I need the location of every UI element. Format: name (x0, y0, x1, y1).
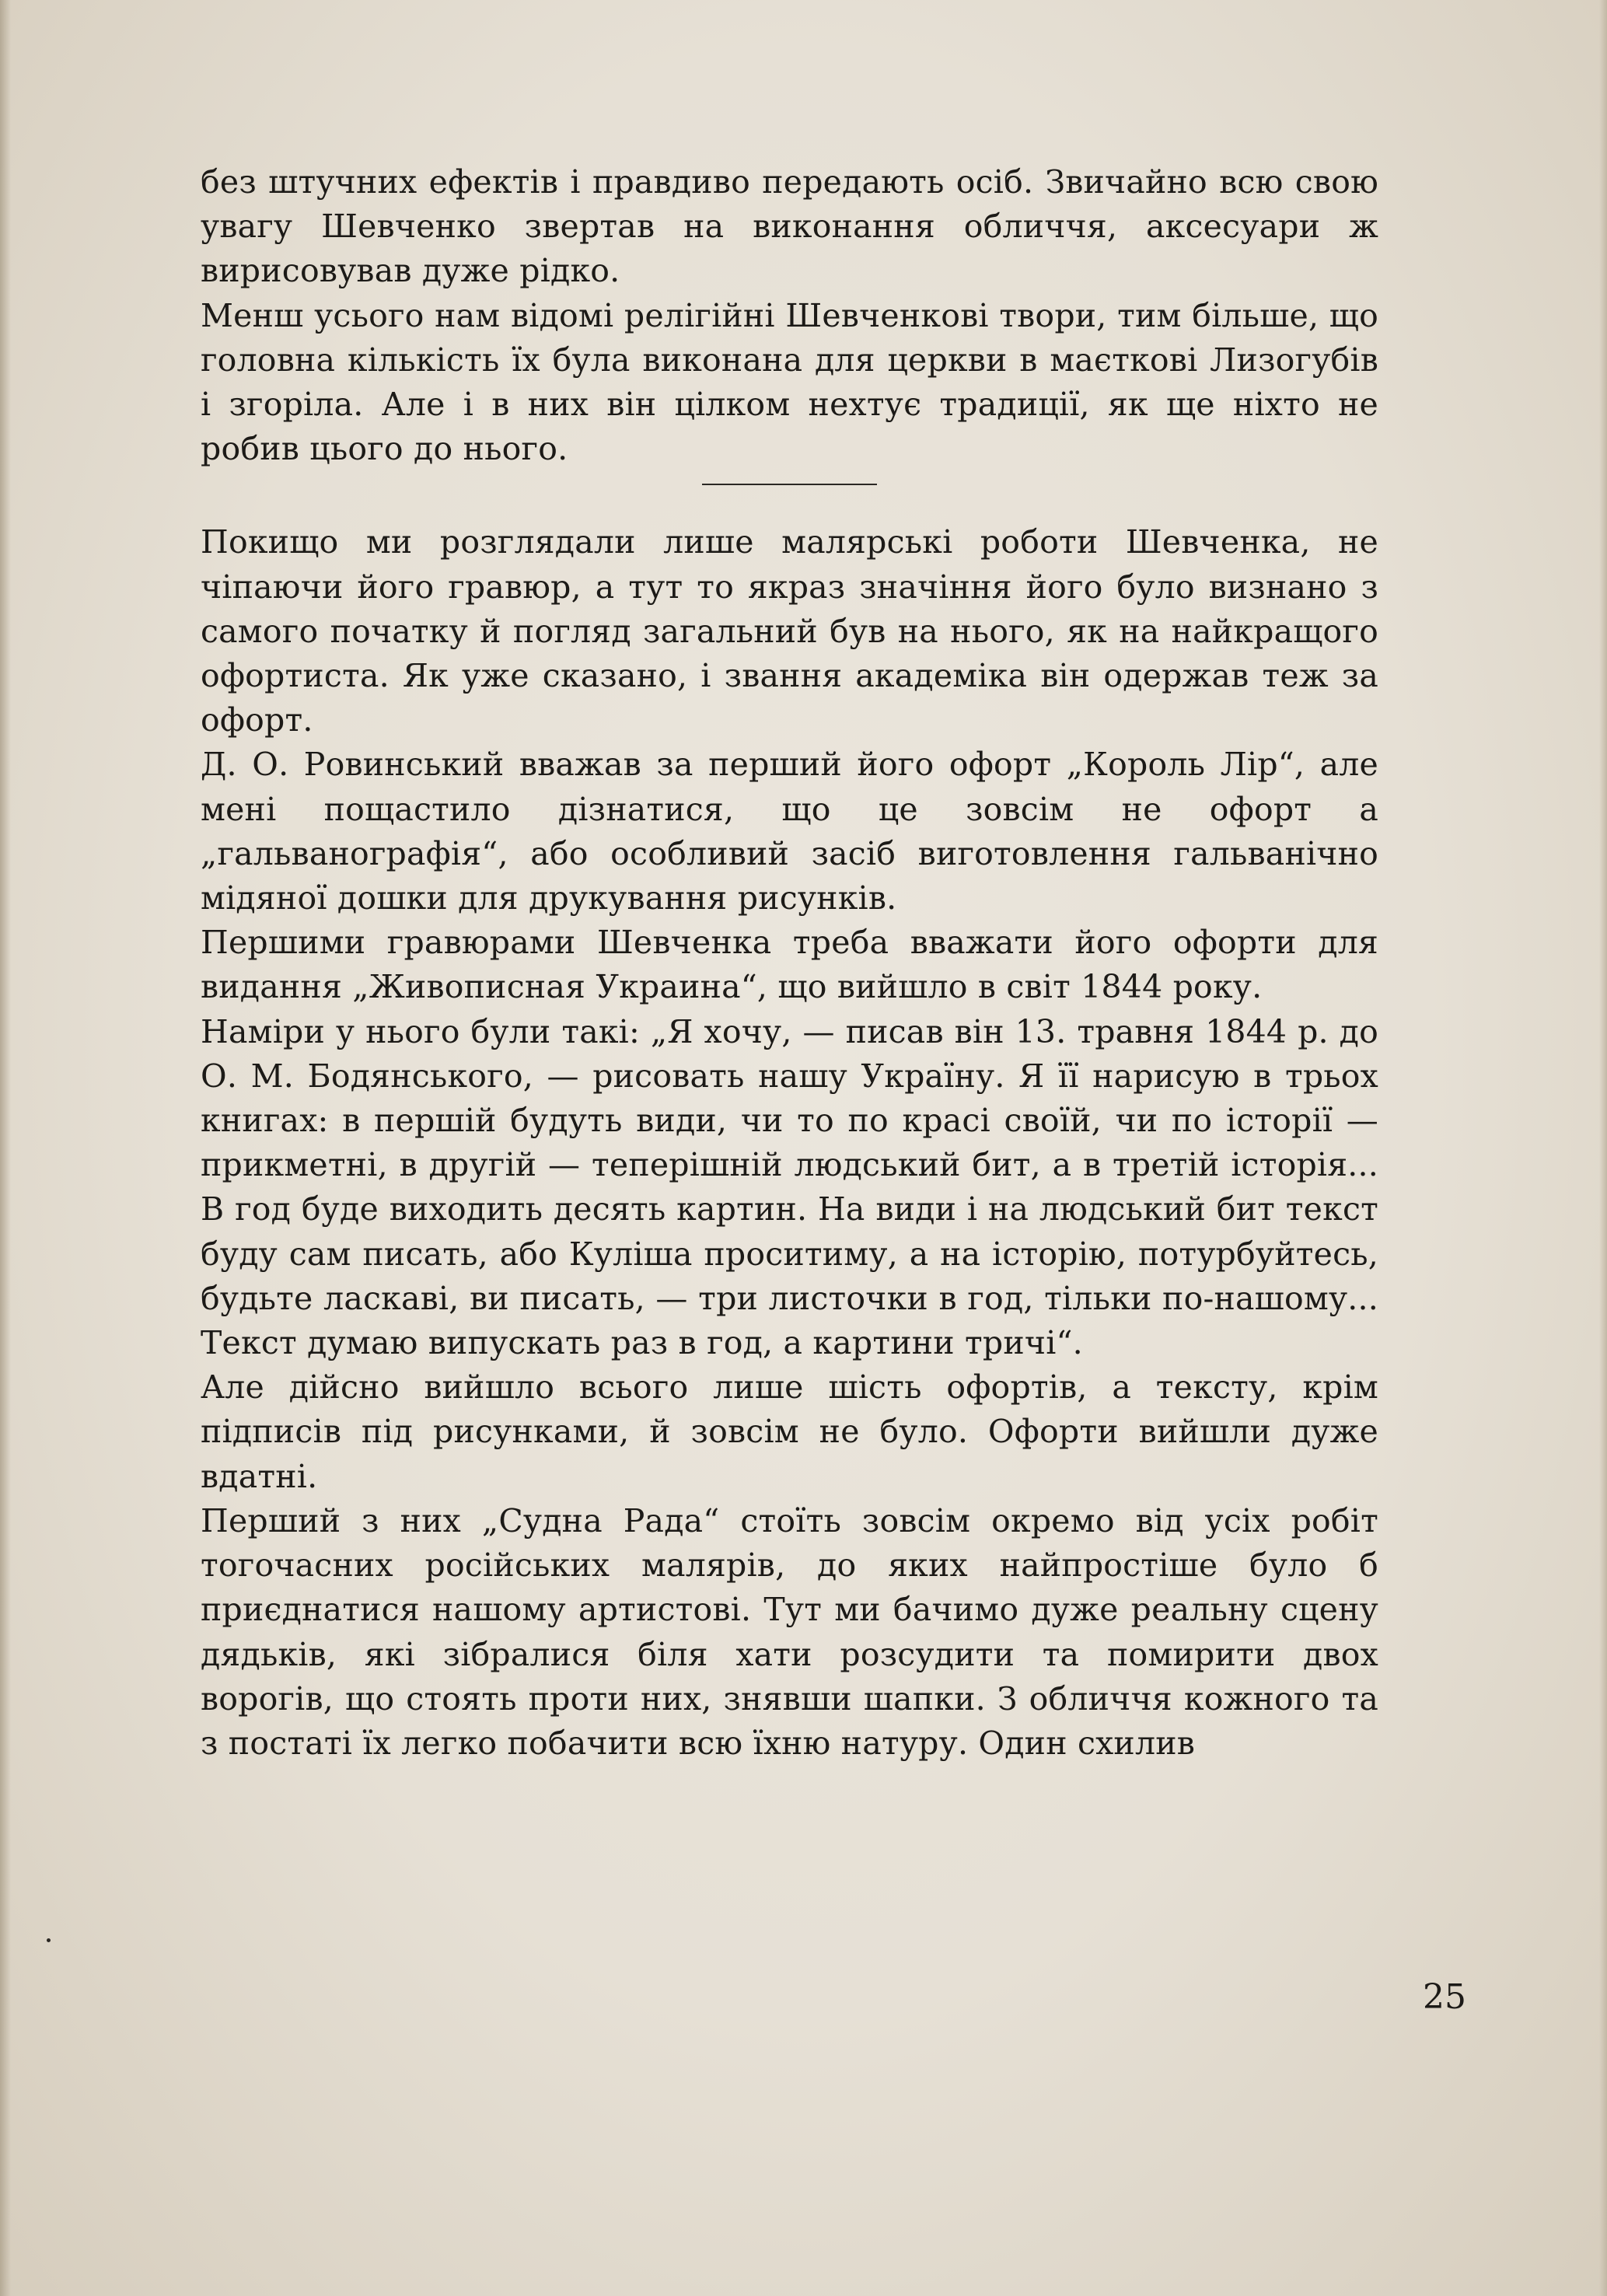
paragraph: Д. О. Ровинський вважав за перший його офорт „Король Лір“, але мені пощастило дізнатися, що це зовсім не офорт а „гальванографія“, або особливий засіб виготовлення гальванічно мідяної дошки для друкування рисунків. (201, 746, 1378, 917)
paragraph: Наміри у нього були такі: „Я хочу, — писав він 13. травня 1844 р. до О. М. Бодянського, — рисовать нашу Україну. Я її нарисую в трьох книгах: в першій будуть види, чи то по красі своїй, чи по історії — прикметні, в другій — теперішній людський бит, а в третій історія... В год буде виходить десять картин. На види і на людський бит текст буду сам писать, або Куліша проситиму, а на історію, потурбуйтесь, будьте ласкаві, ви писать, — три листочки в год, тільки по-нашому... Текст думаю випускать раз в год, а картини тричі“. (201, 1012, 1378, 1362)
body-text (201, 160, 1378, 1766)
paragraph: Перший з них „Судна Рада“ стоїть зовсім окремо від усіх робіт тогочасних російських малярів, до яких найпростіше було б приєднатися нашому артистові. Тут ми бачимо дуже реальну сцену дядьків, які зібралися біля хати розсудити та помирити двох ворогів, що стоять проти них, знявши шапки. З обличчя кожного та з постаті їх легко побачити всю їхню натуру. Один схилив (201, 1501, 1378, 1762)
paragraph: без штучних ефектів і правдиво передають осіб. Звичайно всю свою увагу Шевченко звертав на виконання обличчя, аксесуари ж вирисовував дуже рідко. (201, 163, 1378, 290)
paragraph: Менш усього нам відомі релігійні Шевченкові твори, тим більше, що головна кількість їх була виконана для церкви в маєткові Лизогубів і згоріла. Але і в них він цілком нехтує традиції, як ще ніхто не робив цього до нього. (201, 296, 1378, 468)
ink-speck (47, 1938, 51, 1942)
paragraph: Покищо ми розглядали лише малярські роботи Шевченка, не чіпаючи його гравюр, а тут то якраз значіння його було визнано з самого початку й погляд загальний був на нього, як на найкращого офортиста. Як уже сказано, і звання академіка він одержав теж за офорт. (201, 523, 1378, 739)
page-number: 25 (1423, 1977, 1466, 2017)
section-divider (702, 484, 877, 485)
paragraph: Але дійсно вийшло всього лише шість офортів, а тексту, крім підписів під рисунками, й зовсім не було. Офорти вийшли дуже вдатні. (201, 1368, 1378, 1495)
paragraph: Першими гравюрами Шевченка треба вважати його офорти для видання „Живописная Украина“, що вийшло в світ 1844 року. (201, 924, 1378, 1006)
